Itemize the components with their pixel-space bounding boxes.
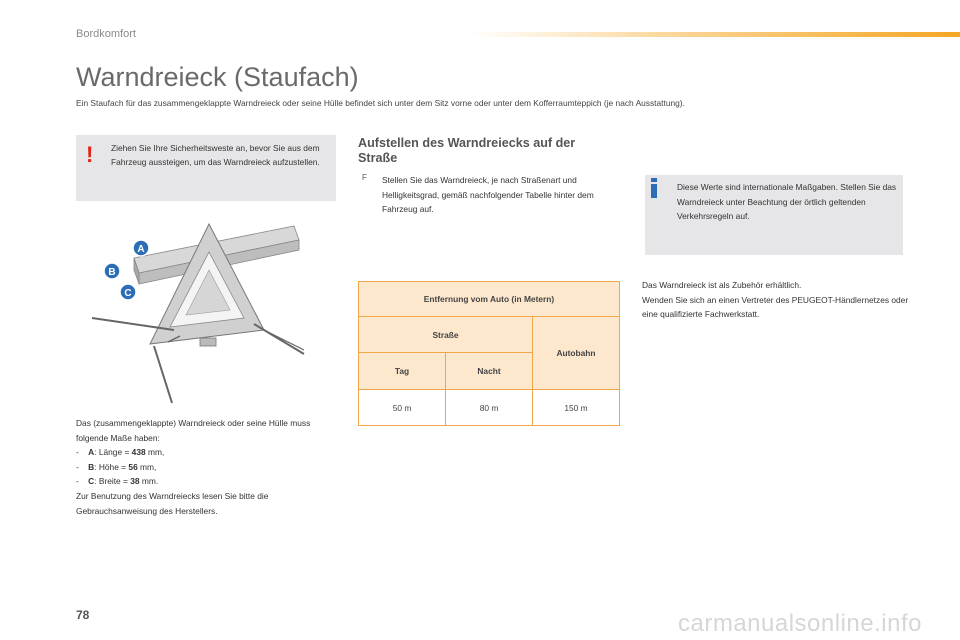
setup-heading: Aufstellen des Warndreiecks auf der Straße <box>358 136 576 165</box>
accessory-note: Das Warndreieck ist als Zubehör erhältlich. Wenden Sie sich an einen Vertreter des PEUGEOT-Händlernetzes oder eine qualifizierte Fachwerkstatt. <box>642 280 909 320</box>
label-b: B <box>108 267 116 278</box>
table-day-header: Tag <box>359 353 446 390</box>
label-c-marker <box>120 284 136 300</box>
header-accent-bar <box>470 32 960 37</box>
dimension-item-a: - A: Länge = 438 mm, <box>76 447 165 458</box>
warning-triangle-illustration <box>84 218 336 408</box>
warning-text: Ziehen Sie Ihre Sicherheitsweste an, bevor Sie aus dem Fahrzeug aussteigen, um das Warndreieck aufzustellen. <box>111 143 320 167</box>
label-a: A <box>137 244 145 255</box>
section-title: Bordkomfort <box>76 28 136 40</box>
label-c: C <box>124 288 132 299</box>
exclamation-icon: ! <box>86 142 94 167</box>
page-title: Warndreieck (Staufach) <box>76 62 359 92</box>
dimensions-intro: Das (zusammengeklappte) Warndreieck oder seine Hülle muss folgende Maße haben: <box>76 418 311 443</box>
watermark: carmanualsonline.info <box>678 610 922 637</box>
label-b-marker <box>104 263 120 279</box>
table-night-header: Nacht <box>446 353 533 390</box>
table-title: Entfernung vom Auto (in Metern) <box>359 282 620 317</box>
table-motorway-value: 150 m <box>533 390 620 426</box>
bullet-icon: F <box>362 173 367 182</box>
info-text: Diese Werte sind internationale Maßgaben. Stellen Sie das Warndreieck unter Beachtung der örtlich geltenden Verkehrsregeln auf. <box>677 182 897 221</box>
info-icon <box>650 178 658 198</box>
label-a-marker <box>133 240 149 256</box>
intro-text: Ein Staufach für das zusammengeklappte Warndreieck oder seine Hülle befindet sich unter dem Sitz vorne oder unter dem Kofferraumteppich (je nach Ausstattung). <box>76 98 685 108</box>
table-road-header: Straße <box>359 317 533 353</box>
dimensions-outro: Zur Benutzung des Warndreiecks lesen Sie bitte die Gebrauchsanweisung des Herstellers. <box>76 490 269 516</box>
table-day-value: 50 m <box>359 390 446 426</box>
table-night-value: 80 m <box>446 390 533 426</box>
page-number: 78 <box>76 608 90 622</box>
dimension-item-c: - C: Breite = 38 mm. <box>76 476 159 487</box>
distance-table <box>358 281 620 426</box>
table-motorway-header: Autobahn <box>533 317 620 390</box>
dimension-item-b: - B: Höhe = 56 mm, <box>76 461 157 472</box>
setup-step-text: Stellen Sie das Warndreieck, je nach Straßenart und Helligkeitsgrad, gemäß nachfolgender Tabelle hinter dem Fahrzeug auf. <box>382 175 594 214</box>
dimensions-text <box>76 416 338 518</box>
